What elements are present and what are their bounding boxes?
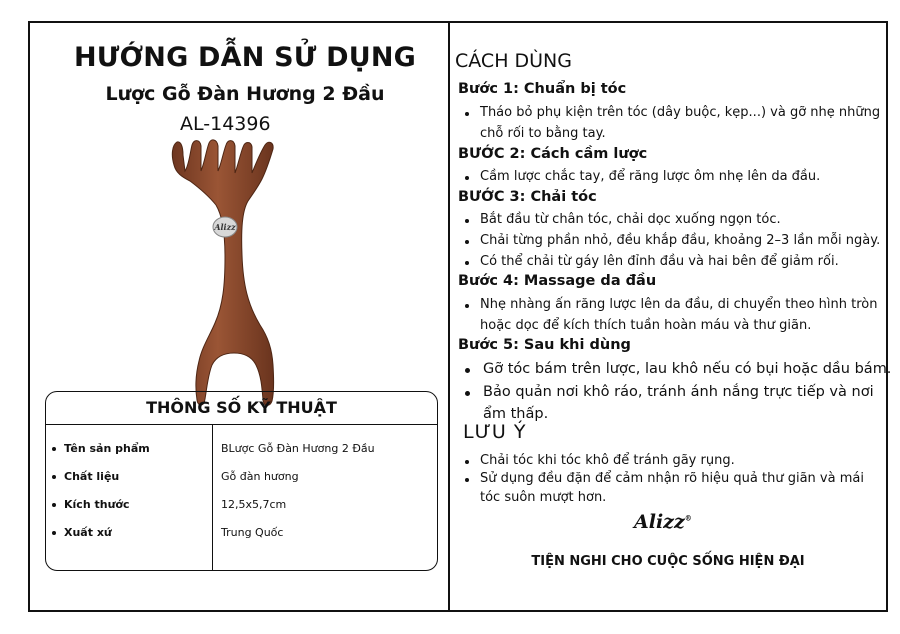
bullet-icon bbox=[465, 478, 469, 482]
step-text: Bảo quản nơi khô ráo, tránh ánh nắng trực tiếp và nơi bbox=[483, 384, 874, 400]
spec-label: Chất liệu bbox=[64, 470, 120, 483]
step-text: Gỡ tóc bám trên lược, lau khô nếu có bụi hoặc dầu bám. bbox=[483, 361, 892, 377]
bullet-icon bbox=[465, 219, 469, 223]
step-heading: BƯỚC 3: Chải tóc bbox=[458, 189, 597, 205]
bullet-icon bbox=[52, 475, 56, 479]
spec-row bbox=[46, 524, 437, 544]
left-panel bbox=[30, 23, 448, 610]
bullet-icon bbox=[52, 531, 56, 535]
bullet-icon bbox=[465, 176, 469, 180]
step-heading: Bước 5: Sau khi dùng bbox=[458, 337, 631, 353]
spec-table bbox=[45, 391, 438, 571]
brand-logo bbox=[634, 511, 692, 533]
spec-label: Tên sản phẩm bbox=[64, 442, 150, 455]
comb-image bbox=[168, 135, 296, 411]
note-text: Chải tóc khi tóc khô để tránh gãy rụng. bbox=[480, 453, 735, 468]
bullet-icon bbox=[465, 460, 469, 464]
bullet-icon bbox=[465, 261, 469, 265]
spec-value: BLược Gỗ Đàn Hương 2 Đầu bbox=[221, 442, 375, 455]
step-heading: Bước 1: Chuẩn bị tóc bbox=[458, 81, 627, 97]
product-code: AL-14396 bbox=[180, 113, 271, 135]
comb-badge-text: Alizz bbox=[214, 222, 236, 232]
step-text: Bắt đầu từ chân tóc, chải dọc xuống ngọn tóc. bbox=[480, 212, 781, 227]
spec-label: Kích thước bbox=[64, 498, 130, 511]
spec-value: Gỗ đàn hương bbox=[221, 470, 299, 483]
page-title: HƯỚNG DẪN SỬ DỤNG bbox=[73, 42, 417, 73]
note-text: Sử dụng đều đặn để cảm nhận rõ hiệu quả thư giãn và mái bbox=[480, 471, 864, 486]
product-name: Lược Gỗ Đàn Hương 2 Đầu bbox=[105, 83, 385, 105]
spec-row bbox=[46, 468, 437, 488]
spec-row bbox=[46, 440, 437, 460]
step-heading: Bước 4: Massage da đầu bbox=[458, 273, 657, 289]
bullet-icon bbox=[465, 304, 469, 308]
bullet-icon bbox=[465, 112, 469, 116]
registered-mark: ® bbox=[684, 513, 692, 523]
step-text: Cầm lược chắc tay, để răng lược ôm nhẹ lên da đầu. bbox=[480, 169, 821, 184]
usage-title: CÁCH DÙNG bbox=[455, 50, 572, 72]
bullet-icon bbox=[52, 447, 56, 451]
brand-name: Alizz bbox=[634, 511, 685, 533]
step-text: Tháo bỏ phụ kiện trên tóc (dây buộc, kẹp...) và gỡ nhẹ những bbox=[480, 105, 881, 120]
bullet-icon bbox=[465, 391, 470, 396]
bullet-icon bbox=[465, 368, 470, 373]
spec-title: THÔNG SỐ KỸ THUẬT bbox=[146, 398, 337, 417]
spec-row bbox=[46, 496, 437, 516]
spec-label: Xuất xứ bbox=[64, 526, 112, 539]
step-text: chỗ rối to bằng tay. bbox=[480, 126, 606, 141]
bullet-icon bbox=[52, 503, 56, 507]
step-text: Chải từng phần nhỏ, đều khắp đầu, khoảng 2–3 lần mỗi ngày. bbox=[480, 233, 881, 248]
spec-value: Trung Quốc bbox=[221, 526, 284, 539]
spec-value: 12,5x5,7cm bbox=[221, 498, 287, 511]
step-heading: BƯỚC 2: Cách cầm lược bbox=[458, 146, 648, 162]
slogan: TIỆN NGHI CHO CUỘC SỐNG HIỆN ĐẠI bbox=[531, 554, 805, 569]
step-text: Nhẹ nhàng ấn răng lược lên da đầu, di chuyển theo hình tròn bbox=[480, 297, 878, 312]
right-panel bbox=[450, 23, 892, 610]
spec-header-line bbox=[46, 424, 437, 425]
step-text: ẩm thấp. bbox=[483, 406, 549, 422]
bullet-icon bbox=[465, 240, 469, 244]
note-title: LƯU Ý bbox=[463, 421, 527, 443]
step-text: Có thể chải từ gáy lên đỉnh đầu và hai bên để giảm rối. bbox=[480, 254, 839, 269]
note-text: tóc suôn mượt hơn. bbox=[480, 490, 607, 505]
step-text: hoặc dọc để kích thích tuần hoàn máu và thư giãn. bbox=[480, 318, 812, 333]
